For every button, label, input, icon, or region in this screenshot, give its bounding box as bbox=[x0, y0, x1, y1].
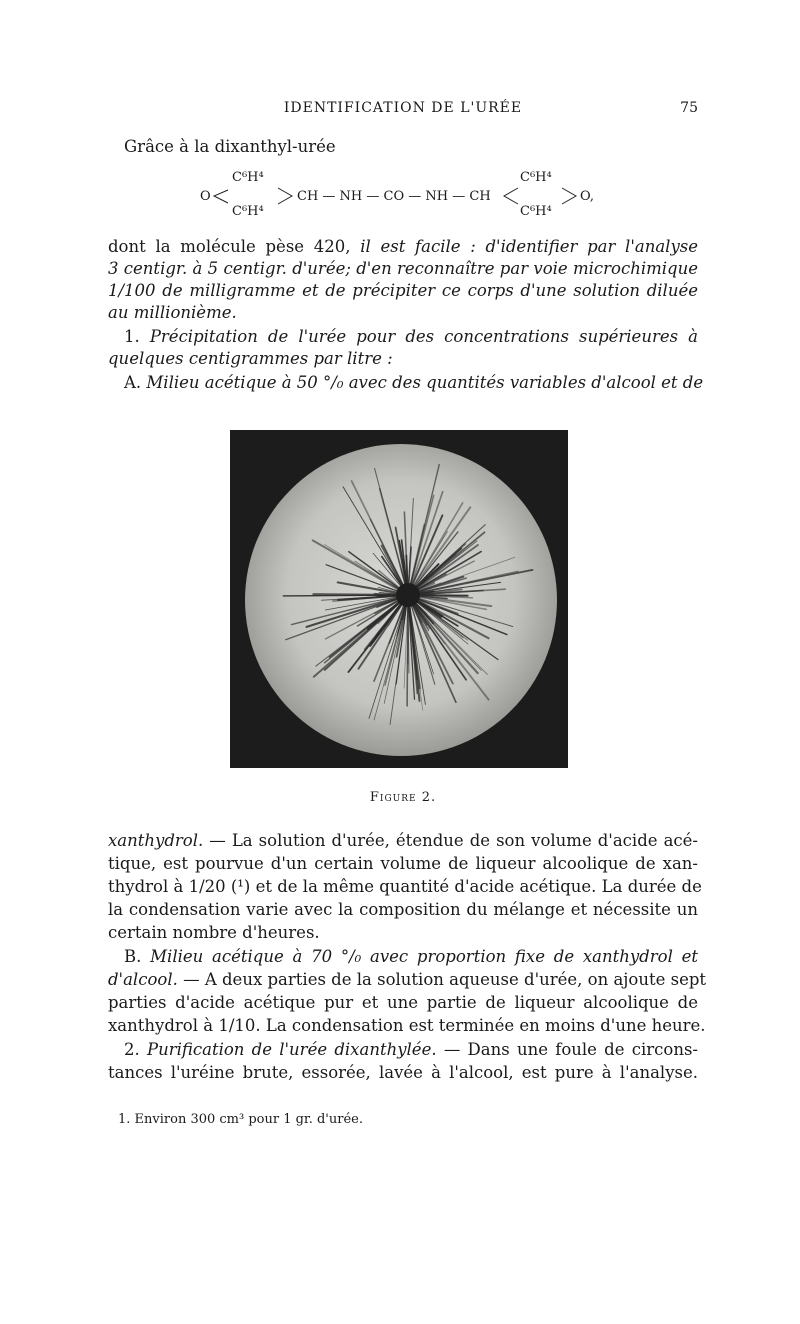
sectionB-heading: Milieu acétique à 70 °/₀ avec proportion fixe de xanthydrol et bbox=[150, 947, 699, 966]
figure-crystal-micrograph bbox=[230, 430, 568, 768]
para1-line-1 bbox=[108, 236, 698, 258]
para2-line-4: la condensation varie avec la composition du mélange et nécessite un bbox=[108, 900, 698, 919]
crystal-needle bbox=[313, 594, 406, 595]
para2-line-5: certain nombre d'heures. bbox=[108, 923, 320, 942]
para1-line-2: 3 centigr. à 5 centigr. d'urée; d'en reconnaître par voie microchimique bbox=[108, 259, 698, 278]
sectionB-line-3: parties d'acide acétique pur et une partie de liqueur alcoolique de bbox=[108, 993, 698, 1012]
crystal-image bbox=[230, 430, 568, 768]
intro-line: Grâce à la dixanthyl-urée bbox=[124, 137, 336, 156]
sectionB-line-2-italic: d'alcool. bbox=[108, 970, 178, 989]
chemical-formula bbox=[200, 166, 620, 226]
sectionA-line bbox=[124, 372, 704, 394]
para1-line-3: 1/100 de milligramme et de précipiter ce corps d'une solution diluée bbox=[108, 281, 698, 300]
page-number: 75 bbox=[680, 100, 698, 116]
sectionB-line-1 bbox=[124, 946, 698, 968]
para1-line-4: au millionième. bbox=[108, 303, 237, 322]
running-head bbox=[108, 100, 698, 124]
formula-c6h4-bottom-right: C⁶H⁴ bbox=[520, 204, 552, 219]
section2-line-1 bbox=[124, 1039, 698, 1061]
sectionB-line-4: xanthydrol à 1/10. La condensation est terminée en moins d'une heure. bbox=[108, 1016, 706, 1035]
para2-line-3: thydrol à 1/20 (¹) et de la même quantité d'acide acétique. La durée de bbox=[108, 877, 702, 896]
formula-c6h4-top-right: C⁶H⁴ bbox=[520, 170, 552, 185]
running-title: IDENTIFICATION DE L'URÉE bbox=[283, 100, 523, 116]
section1-number: 1. bbox=[124, 327, 150, 346]
sectionB-line-2 bbox=[108, 969, 707, 991]
formula-o-right: O, bbox=[580, 189, 595, 204]
formula-o-left: O bbox=[200, 189, 211, 204]
para1-line-1-italic: il est facile : d'identifier par l'analyse bbox=[360, 237, 699, 256]
section2-heading: Purification de l'urée dixanthylée. bbox=[146, 1040, 437, 1059]
figure-caption: Figure 2. bbox=[369, 790, 437, 805]
section2-line-2: tances l'uréine brute, essorée, lavée à l'alcool, est pure à l'analyse. bbox=[108, 1063, 698, 1082]
formula-chain: CH — NH — CO — NH — CH bbox=[297, 189, 491, 204]
section1-line-1 bbox=[124, 326, 698, 348]
section2-line-1-plain: — Dans une foule de circons- bbox=[436, 1040, 698, 1059]
para2-line-1-plain: — La solution d'urée, étendue de son volume d'acide acé- bbox=[203, 831, 698, 850]
sectionA-heading: Milieu acétique à 50 °/₀ avec des quantités variables d'alcool et de bbox=[146, 373, 704, 392]
para2-line-1 bbox=[108, 830, 698, 852]
sectionB-line-2-plain: — A deux parties de la solution aqueuse d'urée, on ajoute sept bbox=[177, 970, 707, 989]
sectionA-letter: A. bbox=[124, 373, 147, 392]
para2-line-1-italic: xanthydrol. bbox=[108, 831, 204, 850]
sectionB-letter: B. bbox=[124, 947, 151, 966]
section1-heading: Précipitation de l'urée pour des concentrations supérieures à bbox=[149, 327, 698, 346]
formula-c6h4-top-left: C⁶H⁴ bbox=[232, 170, 264, 185]
footnote: 1. Environ 300 cm³ pour 1 gr. d'urée. bbox=[118, 1112, 363, 1127]
section1-line-2: quelques centigrammes par litre : bbox=[108, 349, 393, 368]
section2-number: 2. bbox=[124, 1040, 147, 1059]
para1-line-1-plain: dont la molécule pèse 420, bbox=[108, 237, 361, 256]
para2-line-2: tique, est pourvue d'un certain volume de liqueur alcoolique de xan- bbox=[108, 854, 698, 873]
formula-c6h4-bottom-left: C⁶H⁴ bbox=[232, 204, 264, 219]
